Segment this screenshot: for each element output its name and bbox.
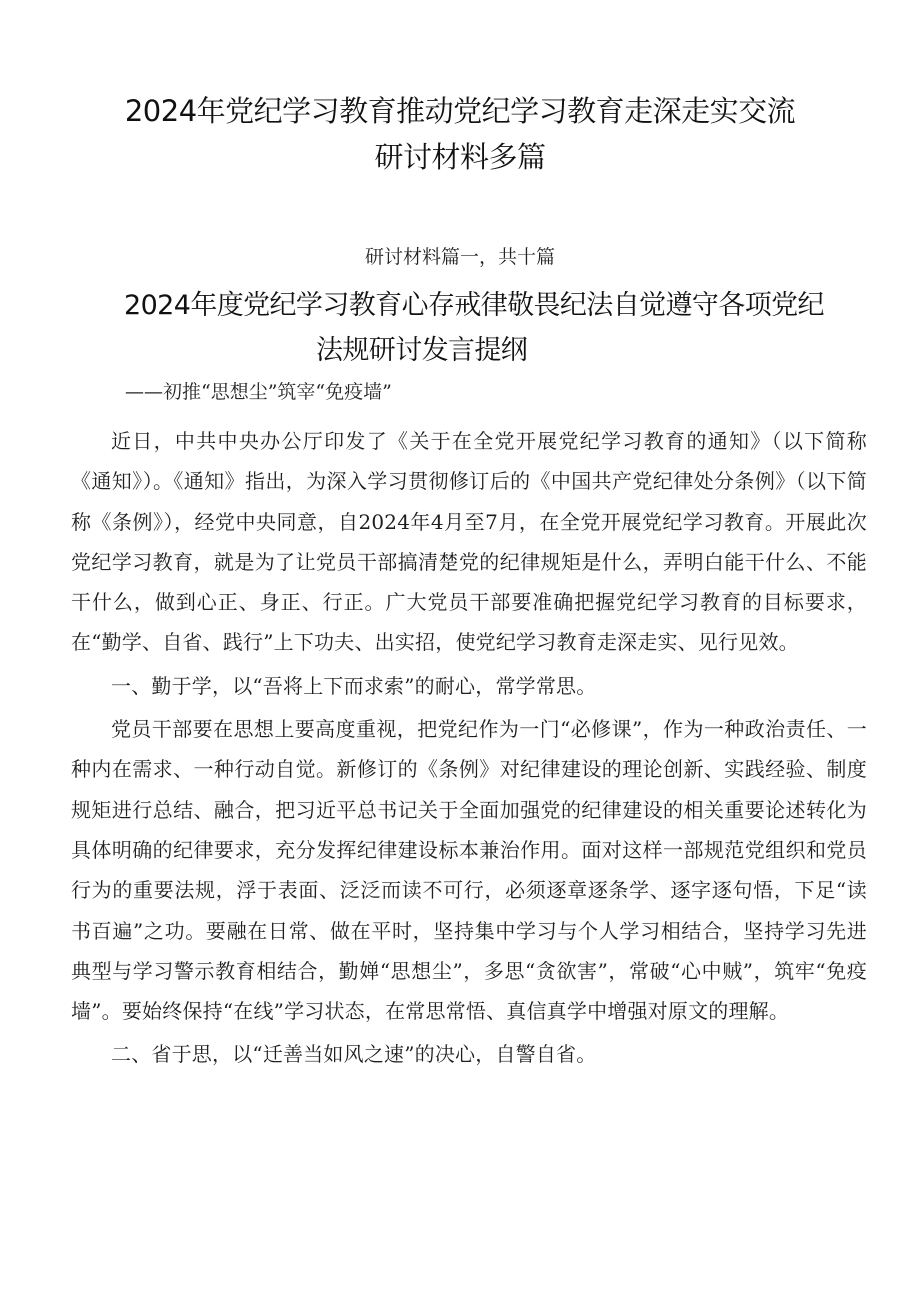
article-tagline: ——初推“思想尘”筑宰“免疫墙”: [125, 381, 392, 403]
article-body: [71, 421, 867, 1078]
body-paragraph: 近日，中共中央办公厅印发了《关于在全党开展党纪学习教育的通知》（以下简称《通知》）。《通知》指出，为深入学习贯彻修订后的《中国共产党纪律处分条例》（以下简称《条例》），经党中央同意，自2024年4月至7月，在全党开展党纪学习教育。开展此次党纪学习教育，就是为了让党员干部搞清楚党的纪律规矩是什么，弄明白能干什么、不能干什么，做到心正、身正、行正。广大党员干部要准确把握党纪学习教育的目标要求，在“勤学、自省、践行”上下功夫、出实招，使党纪学习教育走深走实、见行见效。: [71, 429, 867, 655]
section-heading: 一、勤于学，以“吾将上下而求索”的耐心，常学常思。: [111, 673, 597, 698]
article-title-line-2: 法规研讨发言提纲: [316, 335, 528, 366]
document-title-line-2: 研讨材料多篇: [374, 140, 546, 174]
section-heading: 二、省于思，以“迁善当如风之速”的决心，自警自省。: [111, 1042, 597, 1067]
article-title: [110, 283, 870, 373]
body-paragraph: 党员干部要在思想上要高度重视，把党纪作为一门“必修课”，作为一种政治责任、一种内在需求、一种行动自觉。新修订的《条例》对纪律建设的理论创新、实践经验、制度规矩进行总结、融合，把习近平总书记关于全面加强党的纪律建设的相关重要论述转化为具体明确的纪律要求，充分发挥纪律建设标本兼治作用。面对这样一部规范党组织和党员行为的重要法规，浮于表面、泛泛而读不可行，必须逐章逐条学、逐字逐句悟，下足“读书百遍”之功。要融在日常、做在平时，坚持集中学习与个人学习相结合，坚持学习先进典型与学习警示教育相结合，勤婵“思想尘”，多思“贪欲害”，常破“心中贼”，筑牢“免疫墙”。要始终保持“在线”学习状态，在常思常悟、真信真学中增强对原文的理解。: [71, 717, 867, 1024]
document-title: [60, 88, 860, 180]
article-title-line-1: 2024年度党纪学习教育心存戒律敬畏纪法自觉遵守各项党纪: [124, 290, 824, 321]
document-title-line-1: 2024年党纪学习教育推动党纪学习教育走深走实交流: [124, 94, 796, 128]
series-label: 研讨材料篇一，共十篇: [364, 246, 555, 268]
